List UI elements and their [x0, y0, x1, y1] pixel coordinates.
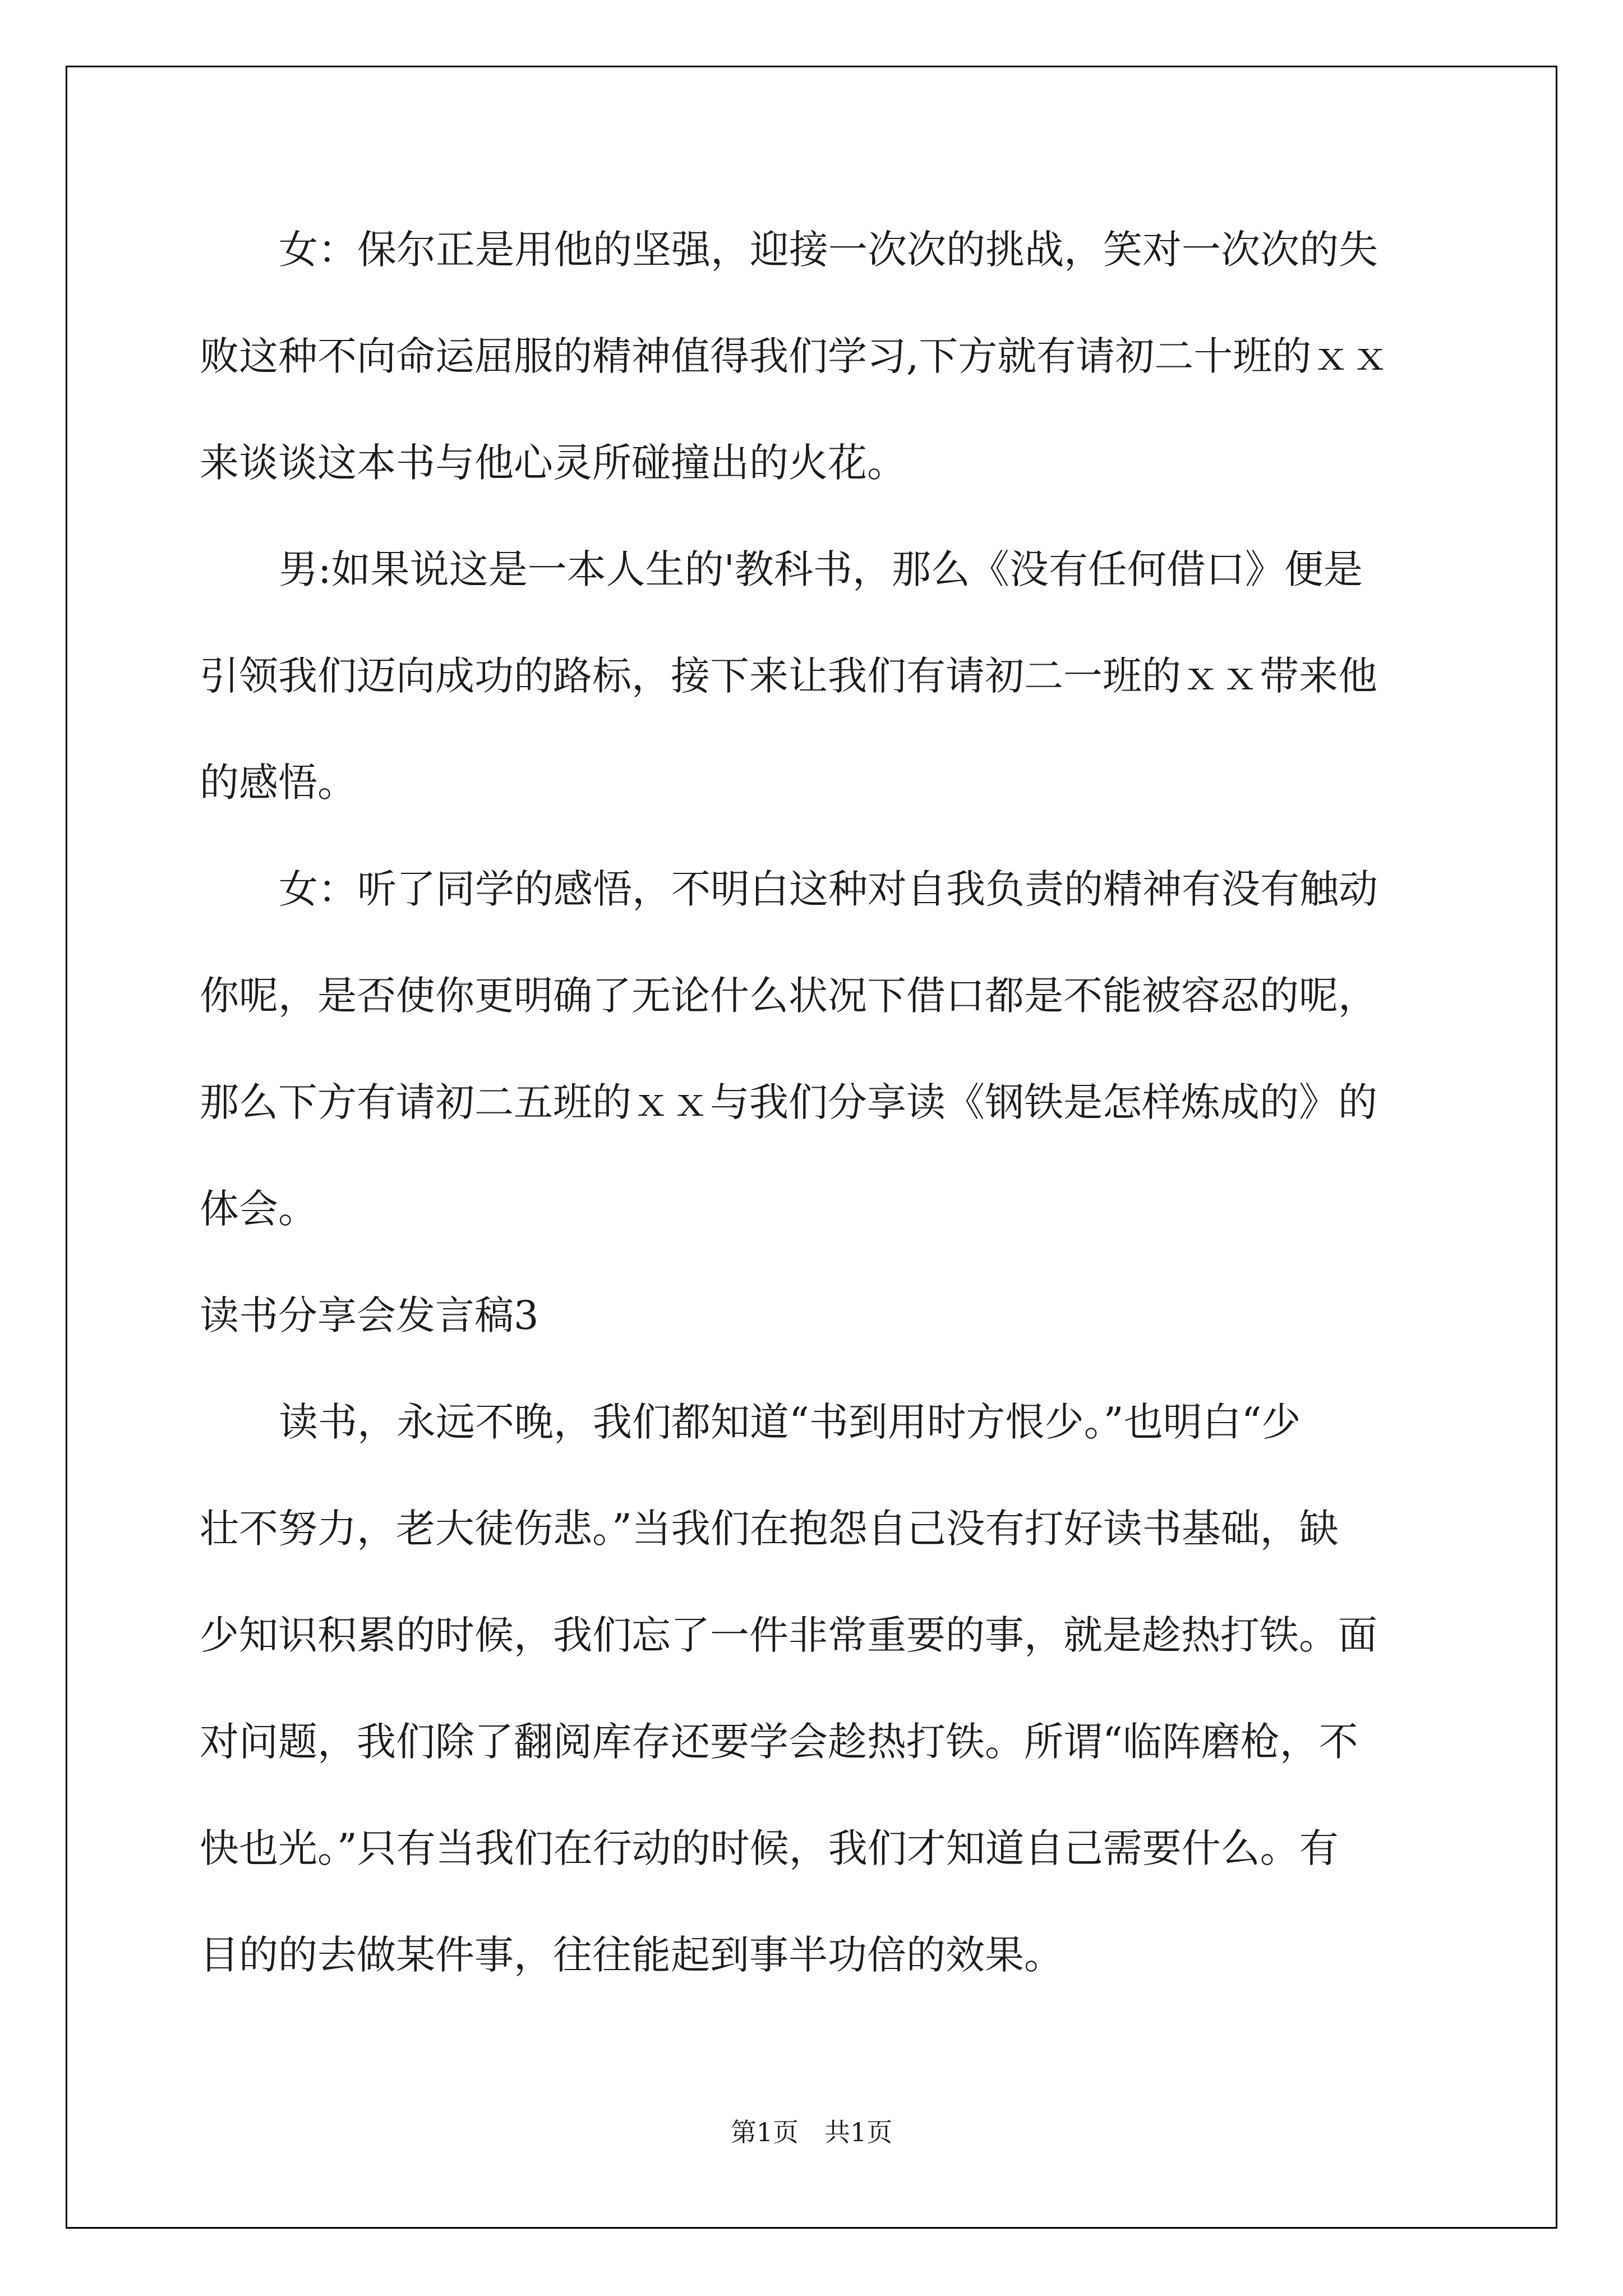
- section-heading: 读书分享会发言稿3: [200, 1292, 539, 1338]
- paragraph-line: 女：保尔正是用他的坚强，迎接一次次的挑战，笑对一次次的失: [279, 227, 1378, 273]
- paragraph-line: 快也光。”只有当我们在行动的时候，我们才知道自己需要什么。有: [200, 1825, 1339, 1871]
- paragraph-line: 壮不努力，老大徒伤悲。”当我们在抱怨自己没有打好读书基础，缺: [200, 1506, 1339, 1552]
- paragraph-line: 对问题，我们除了翻阅库存还要学会趁热打铁。所谓“临阵磨枪，不: [200, 1719, 1358, 1765]
- page-number-footer: 第1页 共1页: [730, 2117, 893, 2147]
- paragraph-line: 体会。: [200, 1186, 317, 1232]
- page-border: [66, 66, 1557, 2229]
- paragraph-line: 读书，永远不晚，我们都知道“书到用时方恨少。”也明白“少: [279, 1399, 1301, 1445]
- paragraph-line: 男:如果说这是一本人生的'教科书，那么《没有任何借口》便是: [279, 546, 1363, 592]
- paragraph-line: 女：听了同学的感悟，不明白这种对自我负责的精神有没有触动: [279, 866, 1378, 912]
- paragraph-line: 那么下方有请初二五班的ｘｘ与我们分享读《钢铁是怎样炼成的》的: [200, 1079, 1377, 1125]
- paragraph-line: 引领我们迈向成功的路标，接下来让我们有请初二一班的ｘｘ带来他: [200, 653, 1377, 699]
- paragraph-line: 目的的去做某件事，往往能起到事半功倍的效果。: [200, 1932, 1063, 1978]
- paragraph-line: 少知识积累的时候，我们忘了一件非常重要的事，就是趁热打铁。面: [200, 1612, 1377, 1658]
- paragraph-line: 的感悟。: [200, 760, 357, 806]
- paragraph-line: 败这种不向命运屈服的精神值得我们学习,下方就有请初二十班的ｘｘ: [200, 333, 1390, 379]
- paragraph-line: 你呢，是否使你更明确了无论什么状况下借口都是不能被容忍的呢，: [200, 973, 1377, 1019]
- paragraph-line: 来谈谈这本书与他心灵所碰撞出的火花。: [200, 440, 906, 486]
